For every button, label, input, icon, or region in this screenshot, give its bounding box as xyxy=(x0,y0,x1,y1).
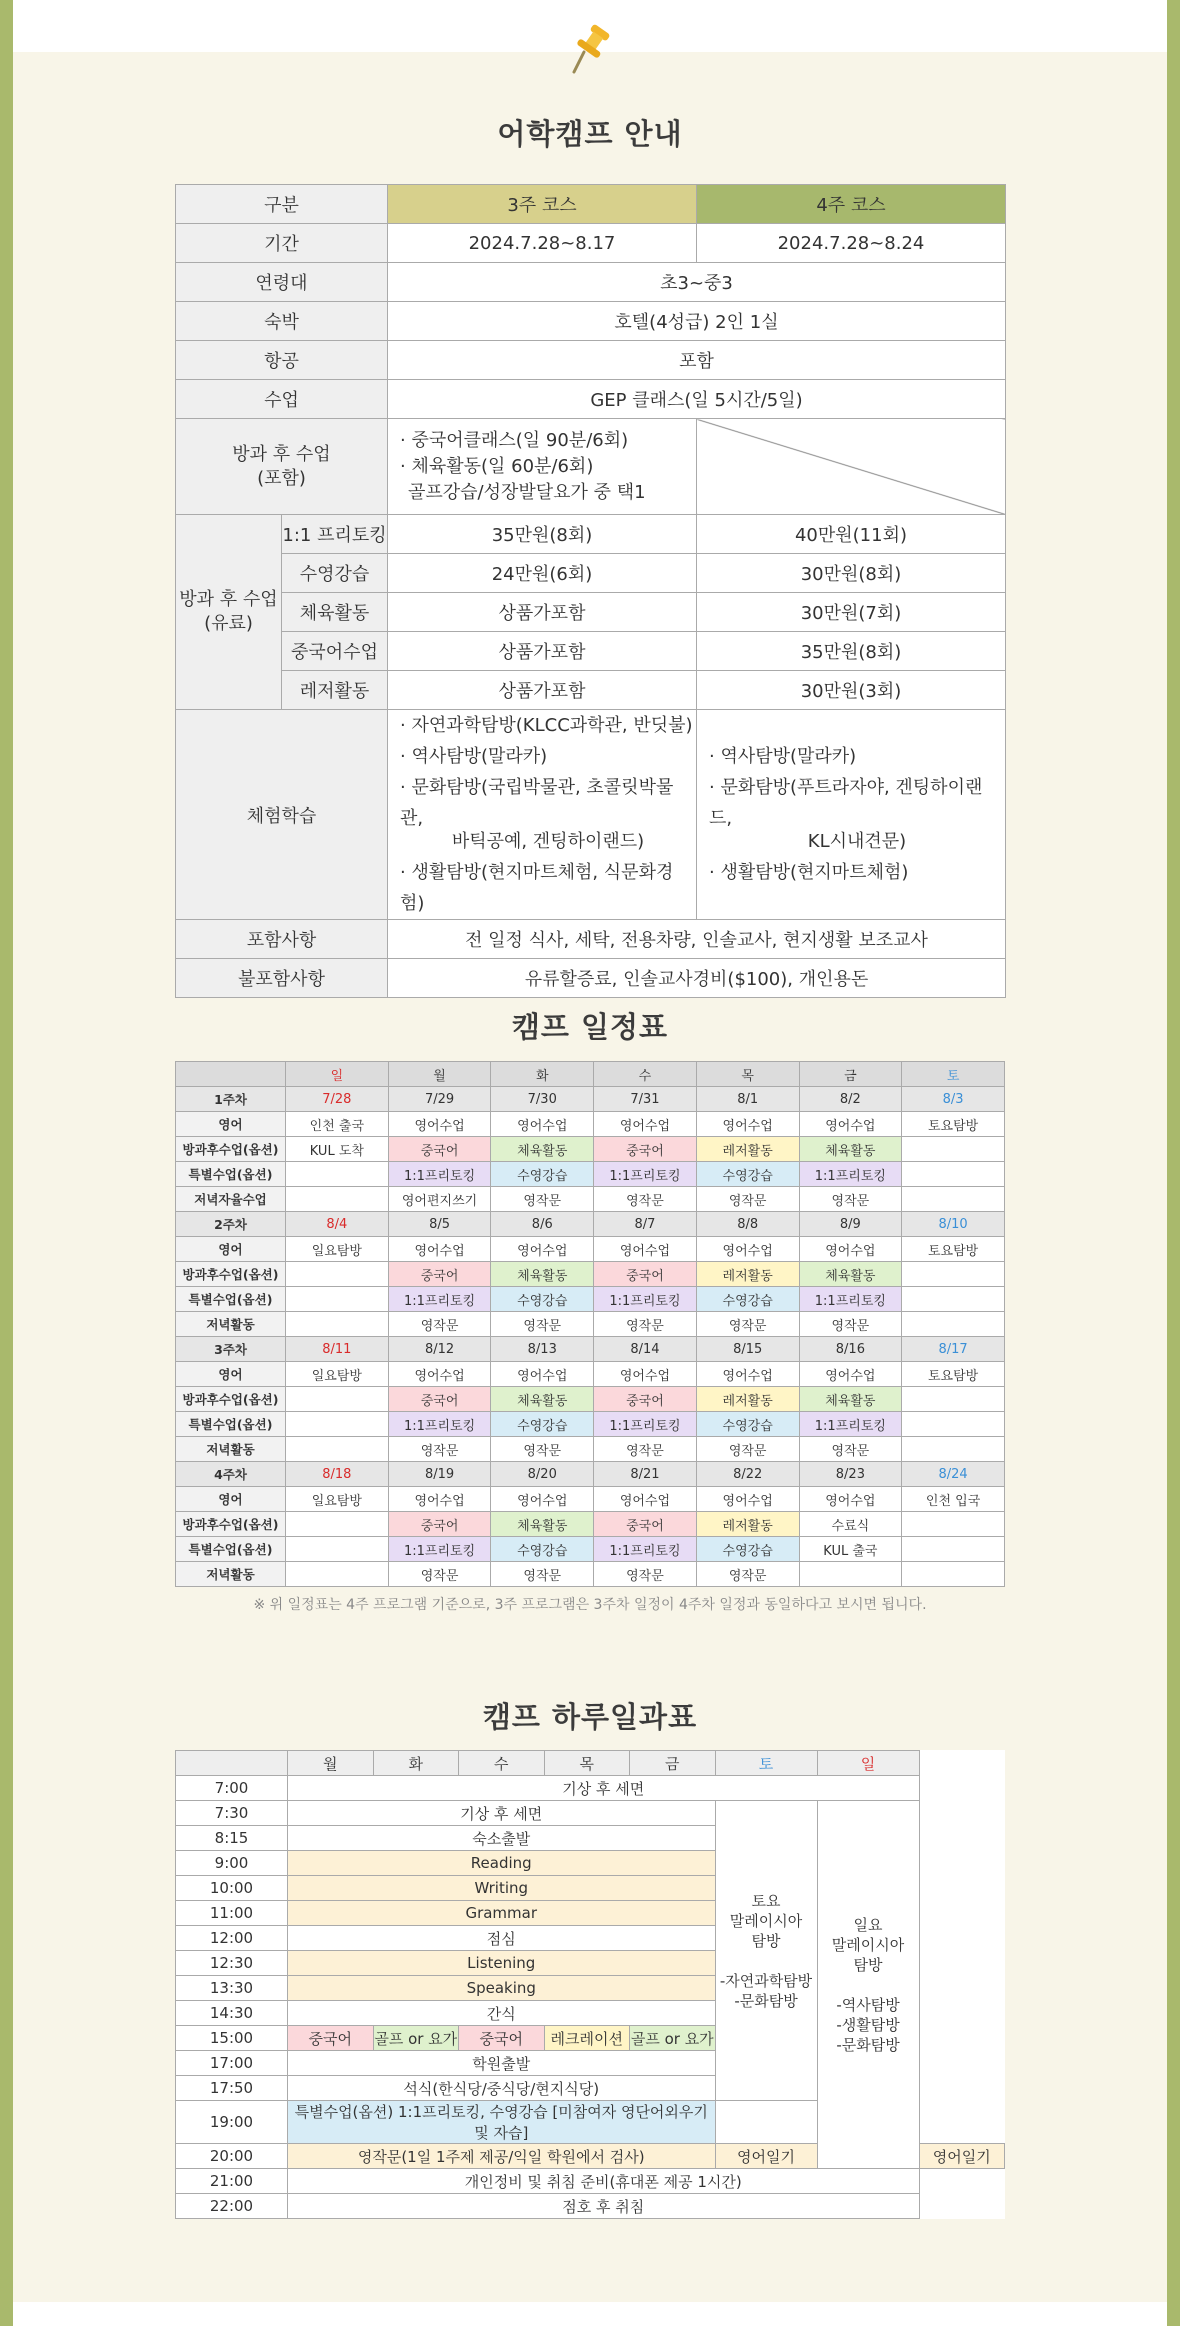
day-header: 일 xyxy=(286,1062,389,1087)
schedule-cell: 1:1프리토킹 xyxy=(594,1412,697,1437)
schedule-cell xyxy=(286,1412,389,1437)
time-cell: 12:30 xyxy=(176,1951,288,1976)
paid-option-name: 체육활동 xyxy=(282,593,388,632)
schedule-cell: 영어수업 xyxy=(799,1237,902,1262)
schedule-cell: 수영강습 xyxy=(491,1287,594,1312)
schedule-cell: 영작문 xyxy=(696,1312,799,1337)
schedule-cell: 1:1프리토킹 xyxy=(388,1162,491,1187)
schedule-cell xyxy=(902,1312,1005,1337)
schedule-cell: 수영강습 xyxy=(491,1537,594,1562)
paid-option-3week: 상품가포함 xyxy=(388,593,697,632)
schedule-cell: 토요탐방 xyxy=(902,1362,1005,1387)
schedule-cell: 1:1프리토킹 xyxy=(799,1412,902,1437)
week-label: 1주차 xyxy=(176,1087,286,1112)
day-header: 수 xyxy=(594,1062,697,1087)
daily-routine-table xyxy=(175,1750,1005,2219)
activity-cell: 중국어 xyxy=(288,2026,374,2051)
date-cell: 8/20 xyxy=(491,1462,594,1487)
day-header-sunday: 일 xyxy=(817,1751,919,1776)
schedule-cell: 영어수업 xyxy=(594,1112,697,1137)
day-header: 화 xyxy=(491,1062,594,1087)
period-label: 기간 xyxy=(176,224,388,263)
date-cell: 7/30 xyxy=(491,1087,594,1112)
header-category: 구분 xyxy=(176,185,388,224)
age-value: 초3~중3 xyxy=(388,263,1006,302)
header-4week-course: 4주 코스 xyxy=(697,185,1006,224)
schedule-cell: 체육활동 xyxy=(491,1262,594,1287)
air-label: 항공 xyxy=(176,341,388,380)
schedule-cell: 영어수업 xyxy=(799,1487,902,1512)
schedule-cell xyxy=(902,1387,1005,1412)
air-value: 포함 xyxy=(388,341,1006,380)
experience-item: · 문화탐방(국립박물관, 초콜릿박물관, xyxy=(400,777,674,829)
class-label: 수업 xyxy=(176,380,388,419)
schedule-cell: 1:1프리토킹 xyxy=(594,1537,697,1562)
paid-option-name: 1:1 프리토킹 xyxy=(282,515,388,554)
week-label: 3주차 xyxy=(176,1337,286,1362)
activity-cell: 숙소출발 xyxy=(288,1826,716,1851)
schedule-cell: 중국어 xyxy=(594,1387,697,1412)
experience-item: · 자연과학탐방(KLCC과학관, 반딧불) xyxy=(400,715,693,736)
row-label: 방과후수업(옵션) xyxy=(176,1387,286,1412)
experience-item: · 역사탐방(말라카) xyxy=(709,746,857,767)
activity-cell: Writing xyxy=(288,1876,716,1901)
activity-cell: 학원출발 xyxy=(288,2051,716,2076)
schedule-cell: 영작문 xyxy=(594,1187,697,1212)
day-header: 목 xyxy=(544,1751,630,1776)
saturday-tour-line: 토요 xyxy=(751,1891,781,1910)
saturday-tour-block xyxy=(715,1801,817,2101)
day-header: 토 xyxy=(902,1062,1005,1087)
schedule-cell: 중국어 xyxy=(594,1262,697,1287)
schedule-cell: 수영강습 xyxy=(491,1412,594,1437)
day-header: 월 xyxy=(388,1062,491,1087)
day-header: 수 xyxy=(459,1751,545,1776)
paid-option-3week: 상품가포함 xyxy=(388,632,697,671)
activity-cell: 중국어 xyxy=(459,2026,545,2051)
schedule-cell: 영어수업 xyxy=(696,1487,799,1512)
day-header: 목 xyxy=(696,1062,799,1087)
schedule-cell: 레저활동 xyxy=(696,1137,799,1162)
schedule-cell: 1:1프리토킹 xyxy=(594,1287,697,1312)
schedule-cell xyxy=(902,1412,1005,1437)
after-class-sports-detail: 골프강습/성장발달요가 중 택1 xyxy=(408,481,646,503)
date-cell: 8/17 xyxy=(902,1337,1005,1362)
schedule-cell: 영어수업 xyxy=(799,1362,902,1387)
date-cell: 8/8 xyxy=(696,1212,799,1237)
day-header: 월 xyxy=(288,1751,374,1776)
header-3week-course: 3주 코스 xyxy=(388,185,697,224)
schedule-cell xyxy=(286,1562,389,1587)
week-label: 4주차 xyxy=(176,1462,286,1487)
date-cell: 8/6 xyxy=(491,1212,594,1237)
day-header: 금 xyxy=(630,1751,716,1776)
activity-cell: 레크레이션 xyxy=(544,2026,630,2051)
schedule-cell xyxy=(902,1262,1005,1287)
schedule-cell: 1:1프리토킹 xyxy=(799,1287,902,1312)
time-cell: 17:50 xyxy=(176,2076,288,2101)
schedule-cell: 레저활동 xyxy=(696,1387,799,1412)
sunday-tour-line: -역사탐방 xyxy=(836,1995,900,2014)
schedule-cell: 영작문 xyxy=(388,1312,491,1337)
paid-option-4week: 35만원(8회) xyxy=(697,632,1006,671)
date-cell: 8/1 xyxy=(696,1087,799,1112)
sunday-tour-line: -생활탐방 xyxy=(836,2015,900,2034)
activity-cell: 기상 후 세면 xyxy=(288,1776,920,1801)
day-header: 화 xyxy=(373,1751,459,1776)
activity-cell: 석식(한식당/중식당/현지식당) xyxy=(288,2076,716,2101)
daily-section-title: 캠프 하루일과표 xyxy=(482,1700,698,1734)
row-label: 저녁활동 xyxy=(176,1312,286,1337)
activity-cell: Grammar xyxy=(288,1901,716,1926)
schedule-cell: 영어수업 xyxy=(491,1362,594,1387)
experience-4week xyxy=(697,710,1006,920)
activity-cell: 기상 후 세면 xyxy=(288,1801,716,1826)
included-label: 포함사항 xyxy=(176,920,388,959)
activity-cell: 영작문(1일 1주제 제공/익일 학원에서 검사) xyxy=(288,2144,716,2169)
date-cell: 7/29 xyxy=(388,1087,491,1112)
time-cell: 13:30 xyxy=(176,1976,288,2001)
schedule-cell: 영작문 xyxy=(491,1562,594,1587)
day-header-saturday: 토 xyxy=(715,1751,817,1776)
experience-item: · 역사탐방(말라카) xyxy=(400,746,548,767)
schedule-cell: 영어수업 xyxy=(388,1112,491,1137)
row-label: 저녁활동 xyxy=(176,1562,286,1587)
after-class-paid-label: 방과 후 수업 (유료) xyxy=(176,515,282,710)
date-cell: 8/13 xyxy=(491,1337,594,1362)
experience-label: 체험학습 xyxy=(176,710,388,920)
included-value: 전 일정 식사, 세탁, 전용차량, 인솔교사, 현지생활 보조교사 xyxy=(388,920,1006,959)
sunday-diary-cell: 영어일기 xyxy=(919,2144,1005,2169)
schedule-cell xyxy=(286,1512,389,1537)
schedule-cell: 일요탐방 xyxy=(286,1362,389,1387)
schedule-cell xyxy=(286,1287,389,1312)
date-cell: 8/7 xyxy=(594,1212,697,1237)
schedule-cell: 1:1프리토킹 xyxy=(388,1412,491,1437)
right-frame-border xyxy=(1167,0,1180,2326)
paid-option-3week: 상품가포함 xyxy=(388,671,697,710)
schedule-cell xyxy=(286,1162,389,1187)
schedule-cell: 수영강습 xyxy=(696,1537,799,1562)
schedule-cell: 영작문 xyxy=(594,1437,697,1462)
paid-option-name: 레저활동 xyxy=(282,671,388,710)
date-cell: 8/11 xyxy=(286,1337,389,1362)
schedule-cell: 영어수업 xyxy=(696,1362,799,1387)
schedule-cell xyxy=(799,1562,902,1587)
schedule-cell: 중국어 xyxy=(388,1137,491,1162)
schedule-cell: 중국어 xyxy=(388,1512,491,1537)
paid-option-4week: 30만원(3회) xyxy=(697,671,1006,710)
schedule-cell xyxy=(902,1137,1005,1162)
after-class-included-content xyxy=(388,419,697,515)
lodging-label: 숙박 xyxy=(176,302,388,341)
experience-item: · 생활탐방(현지마트체험, 식문화경험) xyxy=(400,862,674,914)
sunday-tour-block xyxy=(817,1801,919,2169)
after-class-sports: · 체육활동(일 60분/6회) xyxy=(400,455,594,477)
paid-option-4week: 40만원(11회) xyxy=(697,515,1006,554)
schedule-section-title: 캠프 일정표 xyxy=(511,1010,669,1044)
time-cell: 7:00 xyxy=(176,1776,288,1801)
schedule-cell: 영작문 xyxy=(799,1187,902,1212)
date-cell: 7/28 xyxy=(286,1087,389,1112)
schedule-cell: 수영강습 xyxy=(696,1162,799,1187)
activity-cell: 개인정비 및 취침 준비(휴대폰 제공 1시간) xyxy=(288,2169,920,2194)
activity-cell: Reading xyxy=(288,1851,716,1876)
schedule-cell: 체육활동 xyxy=(491,1387,594,1412)
schedule-cell: 레저활동 xyxy=(696,1262,799,1287)
row-label: 영어 xyxy=(176,1487,286,1512)
schedule-cell: 체육활동 xyxy=(799,1262,902,1287)
row-label: 특별수업(옵션) xyxy=(176,1287,286,1312)
experience-3week xyxy=(388,710,697,920)
schedule-cell: 영작문 xyxy=(696,1562,799,1587)
schedule-cell: 영작문 xyxy=(594,1562,697,1587)
experience-item: · 문화탐방(푸트라자야, 겐팅하이랜드, xyxy=(709,777,983,829)
schedule-cell: 수영강습 xyxy=(696,1287,799,1312)
row-label: 특별수업(옵션) xyxy=(176,1537,286,1562)
schedule-cell: 체육활동 xyxy=(799,1387,902,1412)
schedule-cell: 체육활동 xyxy=(491,1137,594,1162)
schedule-cell xyxy=(286,1262,389,1287)
row-label: 저녁자율수업 xyxy=(176,1187,286,1212)
schedule-cell: 영어수업 xyxy=(696,1112,799,1137)
saturday-tour-line: -자연과학탐방 xyxy=(719,1971,813,1990)
schedule-cell: 일요탐방 xyxy=(286,1487,389,1512)
activity-cell: 특별수업(옵션) 1:1프리토킹, 수영강습 [미참여자 영단어외우기 및 자습] xyxy=(288,2101,716,2144)
activity-cell: 골프 or 요가 xyxy=(630,2026,716,2051)
time-cell: 20:00 xyxy=(176,2144,288,2169)
date-cell: 8/10 xyxy=(902,1212,1005,1237)
sunday-tour-line: 탐방 xyxy=(853,1955,883,1974)
date-cell: 8/3 xyxy=(902,1087,1005,1112)
time-cell: 12:00 xyxy=(176,1926,288,1951)
schedule-cell xyxy=(902,1162,1005,1187)
saturday-tour-line: 탐방 xyxy=(751,1931,781,1950)
schedule-cell: 영어수업 xyxy=(799,1112,902,1137)
date-cell: 7/31 xyxy=(594,1087,697,1112)
schedule-cell: 영작문 xyxy=(594,1312,697,1337)
time-cell: 8:15 xyxy=(176,1826,288,1851)
daily-corner-cell xyxy=(176,1751,288,1776)
paid-option-3week: 35만원(8회) xyxy=(388,515,697,554)
sunday-tour-line: -문화탐방 xyxy=(836,2035,900,2054)
time-cell: 11:00 xyxy=(176,1901,288,1926)
schedule-cell xyxy=(902,1512,1005,1537)
schedule-cell: 레저활동 xyxy=(696,1512,799,1537)
time-cell: 19:00 xyxy=(176,2101,288,2144)
schedule-cell: 중국어 xyxy=(594,1512,697,1537)
camp-schedule-table xyxy=(175,1061,1005,1587)
paid-option-name: 수영강습 xyxy=(282,554,388,593)
date-cell: 8/12 xyxy=(388,1337,491,1362)
schedule-cell xyxy=(286,1387,389,1412)
experience-item: KL시내견문) xyxy=(807,831,907,852)
schedule-cell: 영어수업 xyxy=(491,1487,594,1512)
schedule-cell: 영어수업 xyxy=(696,1237,799,1262)
schedule-cell: 영작문 xyxy=(491,1437,594,1462)
schedule-cell: 수영강습 xyxy=(696,1412,799,1437)
saturday-tour-line: -문화탐방 xyxy=(734,1991,798,2010)
schedule-cell: 중국어 xyxy=(388,1387,491,1412)
activity-cell: 점호 후 취침 xyxy=(288,2194,920,2219)
paid-option-4week: 30만원(7회) xyxy=(697,593,1006,632)
time-cell: 17:00 xyxy=(176,2051,288,2076)
schedule-cell xyxy=(286,1312,389,1337)
period-4week: 2024.7.28~8.24 xyxy=(697,224,1006,263)
row-label: 특별수업(옵션) xyxy=(176,1162,286,1187)
schedule-cell: 체육활동 xyxy=(799,1137,902,1162)
schedule-cell: 1:1프리토킹 xyxy=(388,1287,491,1312)
date-cell: 8/24 xyxy=(902,1462,1005,1487)
schedule-cell xyxy=(286,1437,389,1462)
date-cell: 8/5 xyxy=(388,1212,491,1237)
saturday-diary-cell: 영어일기 xyxy=(715,2144,817,2169)
row-label: 특별수업(옵션) xyxy=(176,1412,286,1437)
paid-option-name: 중국어수업 xyxy=(282,632,388,671)
schedule-cell: 영작문 xyxy=(799,1312,902,1337)
time-cell: 14:30 xyxy=(176,2001,288,2026)
time-cell: 22:00 xyxy=(176,2194,288,2219)
schedule-cell: 영어수업 xyxy=(594,1362,697,1387)
date-cell: 8/9 xyxy=(799,1212,902,1237)
schedule-cell: 토요탐방 xyxy=(902,1237,1005,1262)
paid-option-3week: 24만원(6회) xyxy=(388,554,697,593)
date-cell: 8/18 xyxy=(286,1462,389,1487)
row-label: 영어 xyxy=(176,1362,286,1387)
schedule-cell xyxy=(902,1537,1005,1562)
schedule-cell: 영작문 xyxy=(696,1187,799,1212)
time-cell: 10:00 xyxy=(176,1876,288,1901)
schedule-cell: 영어수업 xyxy=(388,1362,491,1387)
age-label: 연령대 xyxy=(176,263,388,302)
schedule-cell: 영어수업 xyxy=(594,1487,697,1512)
schedule-cell: 영작문 xyxy=(491,1312,594,1337)
schedule-cell: 영어수업 xyxy=(491,1112,594,1137)
saturday-tour-line: 말레이시아 xyxy=(729,1911,803,1930)
schedule-cell: 중국어 xyxy=(594,1137,697,1162)
schedule-cell xyxy=(902,1287,1005,1312)
schedule-cell: KUL 도착 xyxy=(286,1137,389,1162)
date-cell: 8/19 xyxy=(388,1462,491,1487)
schedule-cell: 영작문 xyxy=(388,1437,491,1462)
schedule-corner-cell xyxy=(176,1062,286,1087)
sunday-tour-line: 말레이시아 xyxy=(831,1935,905,1954)
date-cell: 8/23 xyxy=(799,1462,902,1487)
schedule-cell: 영작문 xyxy=(696,1437,799,1462)
schedule-cell: 영작문 xyxy=(491,1187,594,1212)
period-3week: 2024.7.28~8.17 xyxy=(388,224,697,263)
schedule-cell: 영어편지쓰기 xyxy=(388,1187,491,1212)
day-header: 금 xyxy=(799,1062,902,1087)
activity-cell: 간식 xyxy=(288,2001,716,2026)
week-label: 2주차 xyxy=(176,1212,286,1237)
activity-cell: Listening xyxy=(288,1951,716,1976)
sunday-tour-line: 일요 xyxy=(853,1915,883,1934)
paid-option-4week: 30만원(8회) xyxy=(697,554,1006,593)
schedule-cell: 일요탐방 xyxy=(286,1237,389,1262)
row-label: 저녁활동 xyxy=(176,1437,286,1462)
time-cell: 21:00 xyxy=(176,2169,288,2194)
row-label: 영어 xyxy=(176,1112,286,1137)
schedule-cell: 1:1프리토킹 xyxy=(388,1537,491,1562)
schedule-cell xyxy=(902,1187,1005,1212)
time-cell: 15:00 xyxy=(176,2026,288,2051)
schedule-cell: 영작문 xyxy=(388,1562,491,1587)
row-label: 방과후수업(옵션) xyxy=(176,1137,286,1162)
schedule-cell: 토요탐방 xyxy=(902,1112,1005,1137)
after-class-chinese: · 중국어클래스(일 90분/6회) xyxy=(400,429,629,451)
schedule-cell xyxy=(902,1562,1005,1587)
schedule-cell: 인천 출국 xyxy=(286,1112,389,1137)
camp-info-table xyxy=(175,184,1006,998)
schedule-cell xyxy=(902,1437,1005,1462)
date-cell: 8/22 xyxy=(696,1462,799,1487)
schedule-cell: KUL 출국 xyxy=(799,1537,902,1562)
left-frame-border xyxy=(0,0,13,2326)
date-cell: 8/16 xyxy=(799,1337,902,1362)
date-cell: 8/15 xyxy=(696,1337,799,1362)
date-cell: 8/14 xyxy=(594,1337,697,1362)
schedule-cell: 수료식 xyxy=(799,1512,902,1537)
experience-item: · 생활탐방(현지마트체험) xyxy=(709,862,909,883)
schedule-cell: 중국어 xyxy=(388,1262,491,1287)
lodging-value: 호텔(4성급) 2인 1실 xyxy=(388,302,1006,341)
row-label: 방과후수업(옵션) xyxy=(176,1262,286,1287)
class-value: GEP 클래스(일 5시간/5일) xyxy=(388,380,1006,419)
schedule-cell: 영어수업 xyxy=(594,1237,697,1262)
after-class-included-label: 방과 후 수업 (포함) xyxy=(176,419,388,515)
empty-diagonal-cell xyxy=(697,419,1006,515)
info-section-title: 어학캠프 안내 xyxy=(497,117,683,151)
time-cell: 9:00 xyxy=(176,1851,288,1876)
pushpin-icon xyxy=(570,22,612,74)
schedule-cell: 수영강습 xyxy=(491,1162,594,1187)
date-cell: 8/2 xyxy=(799,1087,902,1112)
schedule-cell: 영어수업 xyxy=(491,1237,594,1262)
activity-cell: Speaking xyxy=(288,1976,716,2001)
row-label: 방과후수업(옵션) xyxy=(176,1512,286,1537)
activity-cell: 점심 xyxy=(288,1926,716,1951)
experience-item: 바틱공예, 겐팅하이랜드) xyxy=(451,831,645,852)
schedule-cell: 영작문 xyxy=(799,1437,902,1462)
schedule-note: ※ 위 일정표는 4주 프로그램 기준으로, 3주 프로그램은 3주차 일정이 4주차 일정과 동일하다고 보시면 됩니다. xyxy=(253,1597,927,1613)
date-cell: 8/21 xyxy=(594,1462,697,1487)
schedule-cell: 인천 입국 xyxy=(902,1487,1005,1512)
date-cell: 8/4 xyxy=(286,1212,389,1237)
schedule-cell xyxy=(286,1187,389,1212)
excluded-label: 불포함사항 xyxy=(176,959,388,998)
schedule-cell: 1:1프리토킹 xyxy=(594,1162,697,1187)
activity-cell: 골프 or 요가 xyxy=(373,2026,459,2051)
row-label: 영어 xyxy=(176,1237,286,1262)
schedule-cell: 1:1프리토킹 xyxy=(799,1162,902,1187)
excluded-value: 유류할증료, 인솔교사경비($100), 개인용돈 xyxy=(388,959,1006,998)
schedule-cell xyxy=(286,1537,389,1562)
schedule-cell: 영어수업 xyxy=(388,1487,491,1512)
schedule-cell: 체육활동 xyxy=(491,1512,594,1537)
schedule-cell: 영어수업 xyxy=(388,1237,491,1262)
time-cell: 7:30 xyxy=(176,1801,288,1826)
